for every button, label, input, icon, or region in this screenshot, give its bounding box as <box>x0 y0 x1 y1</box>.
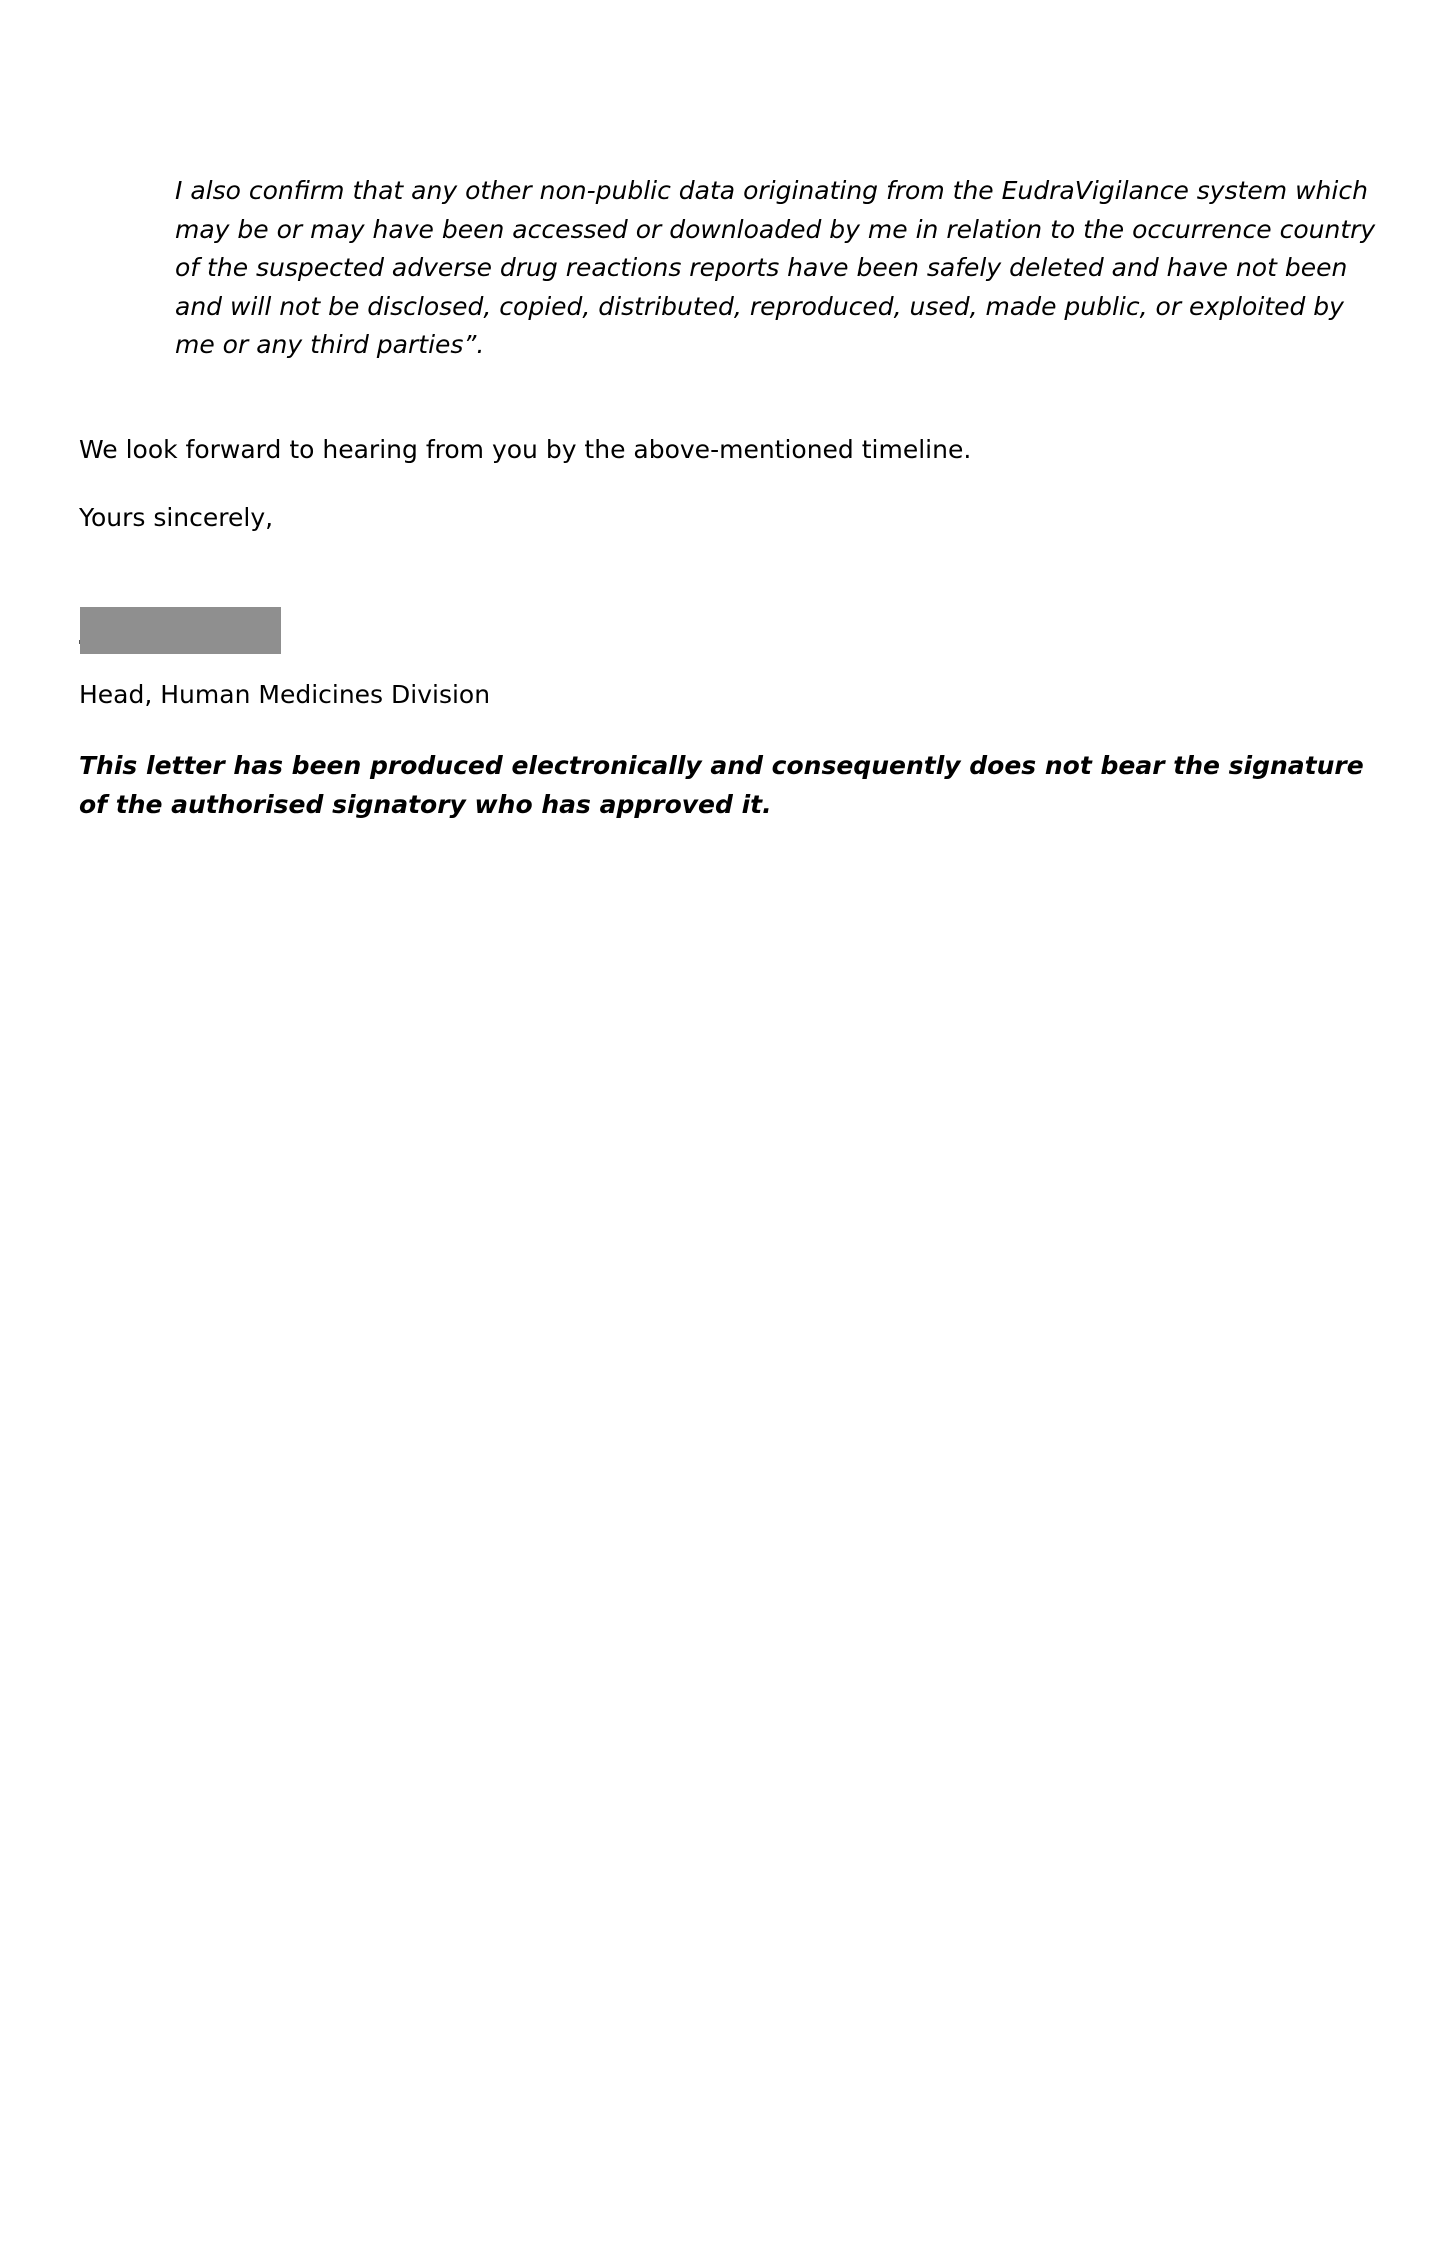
quote-line: I also confirm that any other non-public data originating from the EudraVigilance system which <box>175 176 1368 205</box>
electronic-signature-notice <box>79 747 1379 824</box>
signatory-title: Head, Human Medicines Division <box>79 680 491 709</box>
quote-line: may be or may have been accessed or downloaded by me in relation to the occurrence country <box>175 214 1376 244</box>
quote-line: me or any third parties”. <box>175 330 485 359</box>
quote-line: and will not be disclosed, copied, distributed, reproduced, used, made public, or exploited by <box>175 291 1344 321</box>
salutation: Yours sincerely, <box>79 503 274 532</box>
quote-line: of the suspected adverse drug reactions reports have been safely deleted and have not been <box>175 253 1348 282</box>
notice-line: of the authorised signatory who has approved it. <box>79 789 772 819</box>
closing-line: We look forward to hearing from you by the above-mentioned timeline. <box>79 435 972 464</box>
notice-line: This letter has been produced electronically and consequently does not bear the signature <box>79 751 1364 780</box>
confirmation-quote <box>175 172 1375 365</box>
redacted-signatory-name <box>80 607 281 654</box>
